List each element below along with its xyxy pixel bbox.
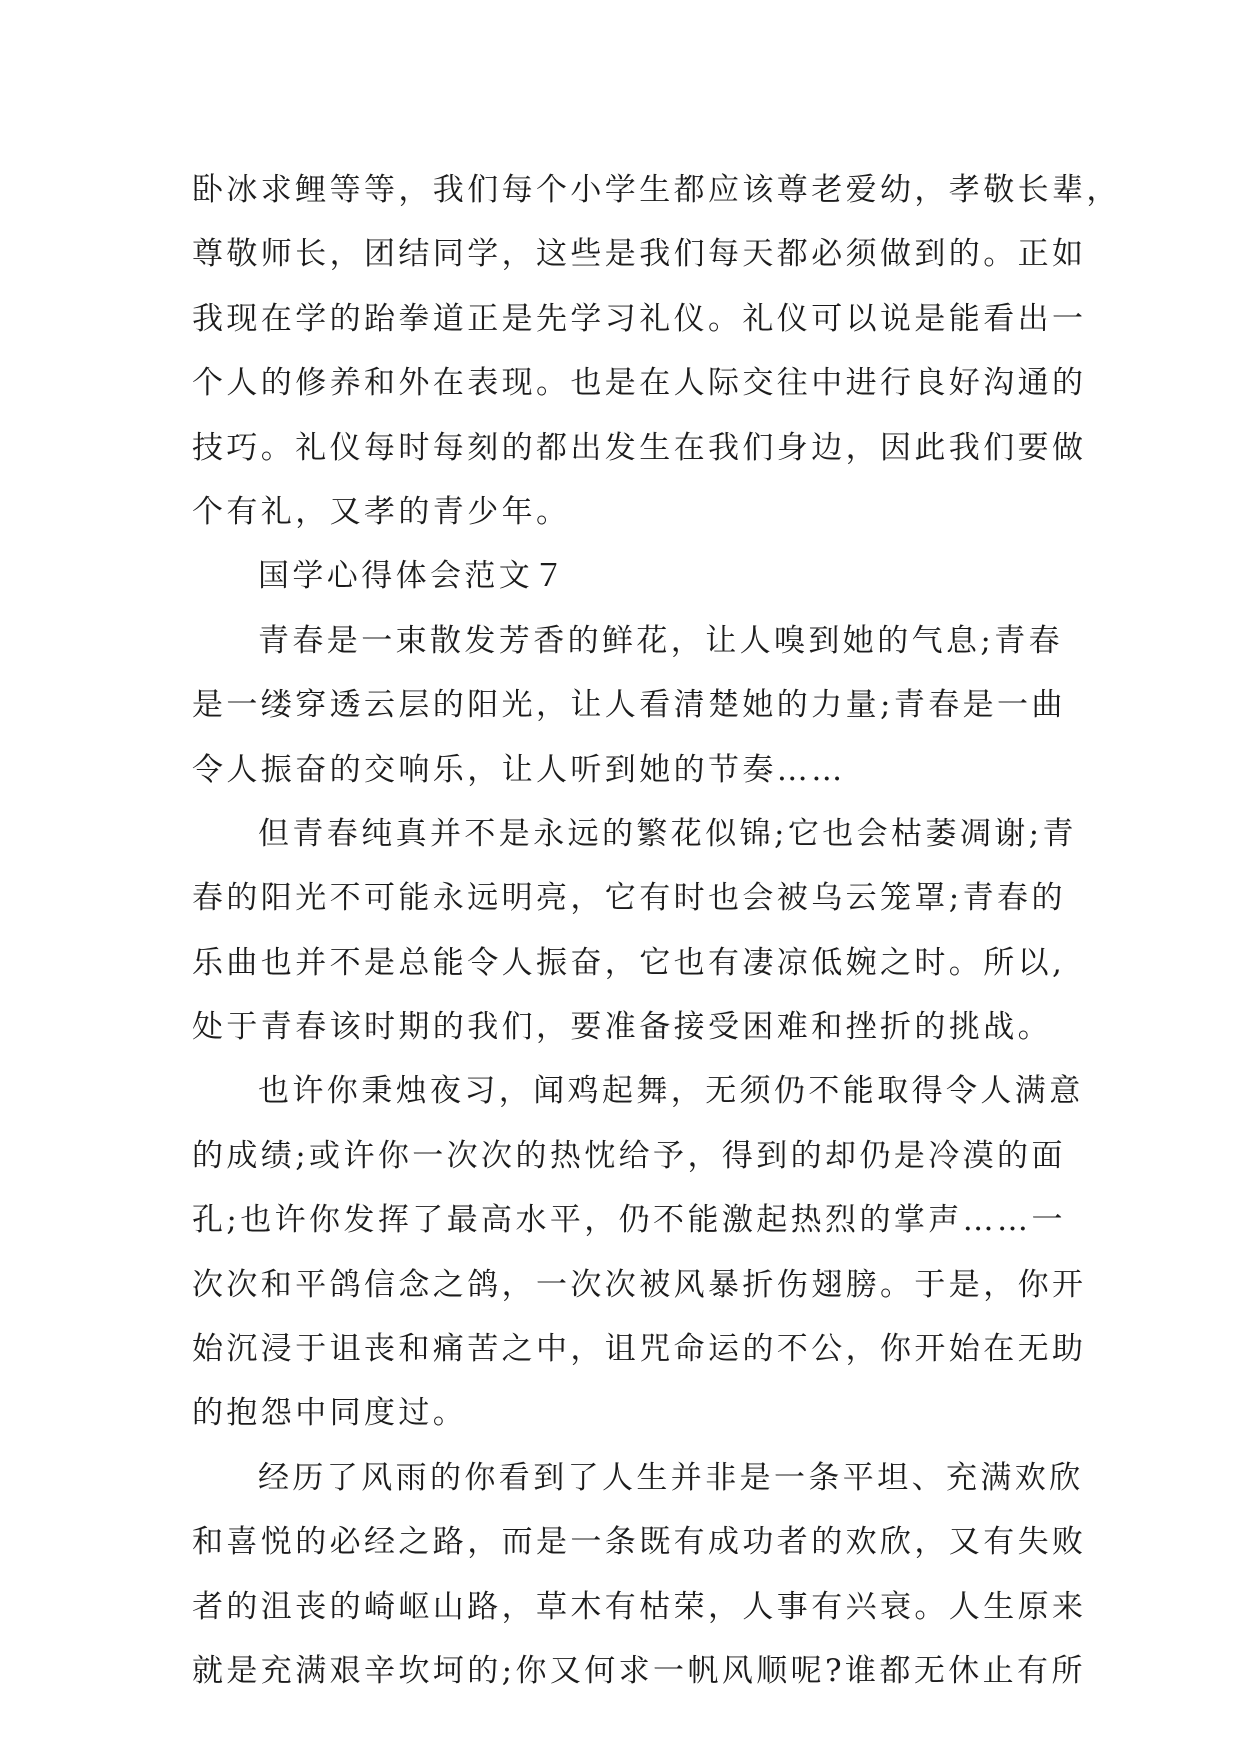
text-line: 青春是一束散发芳香的鲜花，让人嗅到她的气息;青春 [258, 622, 1064, 659]
text-line: 令人振奋的交响乐，让人听到她的节奏…… [192, 751, 846, 788]
text-line: 也许你秉烛夜习，闻鸡起舞，无须仍不能取得令人满意 [258, 1073, 1084, 1110]
section-heading [192, 544, 1062, 608]
paragraph [192, 609, 1066, 802]
text-line: 始沉浸于诅丧和痛苦之中，诅咒命运的不公，你开始在无助 [192, 1331, 1087, 1368]
text-line: 尊敬师长，团结同学，这些是我们每天都必须做到的。正如 [192, 236, 1087, 273]
text-line: 孔;也许你发挥了最高水平，仍不能激起热烈的掌声……一 [192, 1202, 1066, 1239]
text-line: 卧冰求鲤等等，我们每个小学生都应该尊老爱幼，孝敬长辈， [192, 172, 1121, 208]
paragraph [192, 1446, 1087, 1704]
paragraph [192, 802, 1077, 1060]
text-line: 是一缕穿透云层的阳光，让人看清楚她的力量;青春是一曲 [192, 687, 1066, 724]
text-line: 的成绩;或许你一次次的热忱给予，得到的却仍是冷漠的面 [192, 1137, 1066, 1174]
text-line: 次次和平鸽信念之鸽，一次次被风暴折伤翅膀。于是，你开 [192, 1266, 1087, 1303]
paragraph-continued [192, 158, 1121, 544]
text-line: 我现在学的跆拳道正是先学习礼仪。礼仪可以说是能看出一 [192, 300, 1087, 337]
document-body [192, 158, 1121, 1703]
text-line: 的抱怨中同度过。 [192, 1395, 468, 1432]
text-line: 个有礼，又孝的青少年。 [192, 493, 571, 530]
text-line: 技巧。礼仪每时每刻的都出发生在我们身边，因此我们要做 [192, 429, 1087, 466]
text-line: 经历了风雨的你看到了人生并非是一条平坦、充满欢欣 [258, 1459, 1084, 1496]
section-heading-text: 国学心得体会范文７ [258, 558, 568, 595]
paragraph [192, 1059, 1087, 1445]
text-line: 但青春纯真并不是永远的繁花似锦;它也会枯萎凋谢;青 [258, 815, 1077, 852]
text-line: 个人的修养和外在表现。也是在人际交往中进行良好沟通的 [192, 365, 1087, 402]
text-line: 春的阳光不可能永远明亮，它有时也会被乌云笼罩;青春的 [192, 880, 1066, 917]
text-line: 乐曲也并不是总能令人振奋，它也有凄凉低婉之时。所以, [192, 944, 1066, 981]
text-line: 处于青春该时期的我们，要准备接受困难和挫折的挑战。 [192, 1009, 1052, 1046]
text-line: 和喜悦的必经之路，而是一条既有成功者的欢欣，又有失败 [192, 1524, 1087, 1561]
text-line: 就是充满艰辛坎坷的;你又何求一帆风顺呢?谁都无休止有所 [192, 1652, 1086, 1689]
text-line: 者的沮丧的崎岖山路，草木有枯荣，人事有兴衰。人生原来 [192, 1588, 1087, 1625]
